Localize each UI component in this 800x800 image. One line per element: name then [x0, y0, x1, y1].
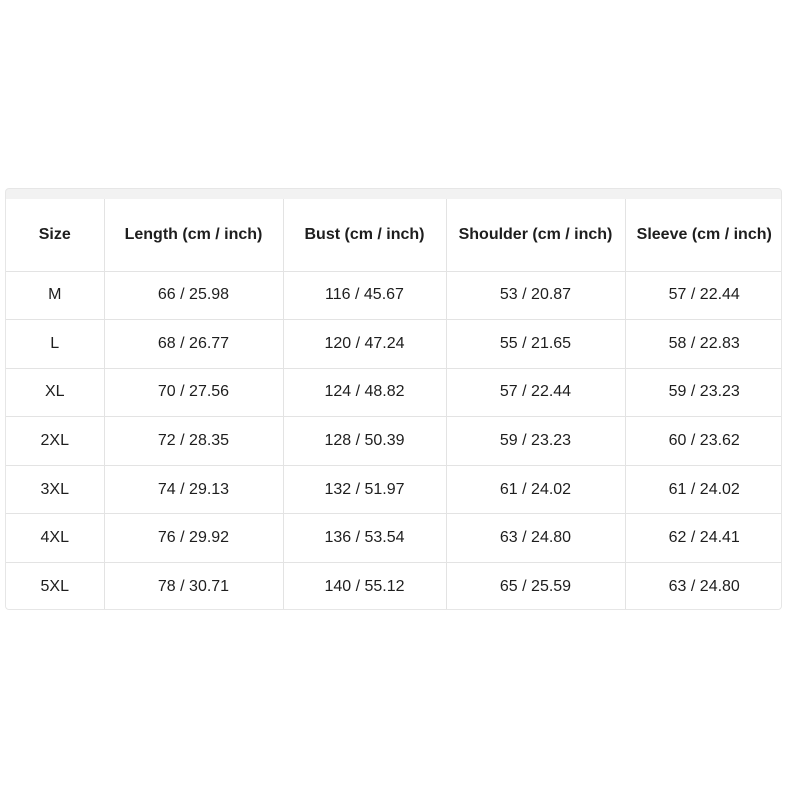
cell-bust: 120 / 47.24 — [283, 320, 446, 369]
header-shoulder: Shoulder (cm / inch) — [446, 199, 625, 271]
cell-sleeve: 61 / 24.02 — [625, 465, 782, 514]
table-header-row — [6, 199, 782, 271]
table-row — [6, 465, 782, 514]
cell-size: L — [6, 320, 104, 369]
header-bust: Bust (cm / inch) — [283, 199, 446, 271]
cell-shoulder: 59 / 23.23 — [446, 417, 625, 466]
cell-length: 66 / 25.98 — [104, 271, 283, 320]
header-size: Size — [6, 199, 104, 271]
size-chart-table — [6, 199, 782, 610]
cell-sleeve: 57 / 22.44 — [625, 271, 782, 320]
cell-sleeve: 63 / 24.80 — [668, 578, 740, 596]
cell-bust: 116 / 45.67 — [283, 271, 446, 320]
cell-bust: 140 / 55.12 — [283, 563, 446, 610]
table-row — [6, 514, 782, 563]
cell-length: 74 / 29.13 — [104, 465, 283, 514]
cell-sleeve: 59 / 23.23 — [625, 368, 782, 417]
cell-size: XL — [6, 368, 104, 417]
table-row — [6, 368, 782, 417]
cell-bust: 132 / 51.97 — [283, 465, 446, 514]
cell-shoulder: 63 / 24.80 — [446, 514, 625, 563]
table-row — [6, 563, 782, 610]
cell-sleeve: 58 / 22.83 — [625, 320, 782, 369]
header-sleeve: Sleeve (cm / inch) — [625, 199, 782, 271]
table-row — [6, 417, 782, 466]
cell-bust: 136 / 53.54 — [283, 514, 446, 563]
cell-shoulder: 55 / 21.65 — [446, 320, 625, 369]
cell-bust: 128 / 50.39 — [283, 417, 446, 466]
cell-size: 2XL — [6, 417, 104, 466]
cell-size: 5XL — [6, 563, 104, 610]
cell-size: M — [6, 271, 104, 320]
header-length: Length (cm / inch) — [104, 199, 283, 271]
cell-sleeve: 60 / 23.62 — [625, 417, 782, 466]
cell-bust: 124 / 48.82 — [283, 368, 446, 417]
cell-length: 76 / 29.92 — [104, 514, 283, 563]
cell-length: 78 / 30.71 — [104, 563, 283, 610]
cell-length: 72 / 28.35 — [104, 417, 283, 466]
size-chart-container — [5, 188, 782, 610]
cell-sleeve: 62 / 24.41 — [625, 514, 782, 563]
cell-size: 4XL — [6, 514, 104, 563]
cell-shoulder: 61 / 24.02 — [446, 465, 625, 514]
cell-shoulder: 65 / 25.59 — [446, 563, 625, 610]
cell-length: 68 / 26.77 — [104, 320, 283, 369]
cell-shoulder: 53 / 20.87 — [446, 271, 625, 320]
cell-shoulder: 57 / 22.44 — [446, 368, 625, 417]
cell-size: 3XL — [6, 465, 104, 514]
cell-length: 70 / 27.56 — [104, 368, 283, 417]
table-row — [6, 271, 782, 320]
table-row — [6, 320, 782, 369]
